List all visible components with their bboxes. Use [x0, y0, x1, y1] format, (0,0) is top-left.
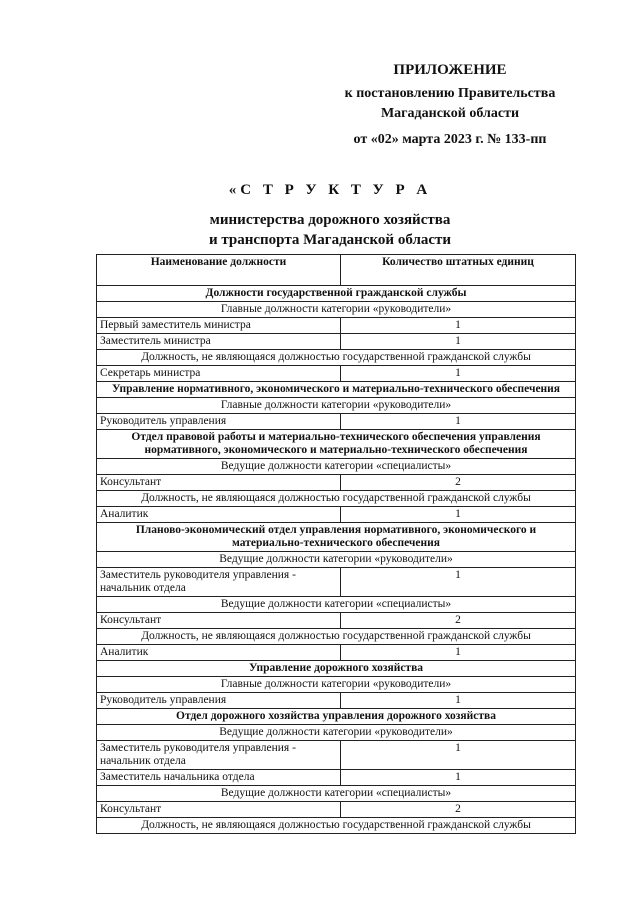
- position-name: Заместитель министра: [97, 334, 341, 350]
- category-title: Главные должности категории «руководители»: [97, 398, 576, 414]
- staff-count: 2: [341, 613, 576, 629]
- position-name: Аналитик: [97, 507, 341, 523]
- position-name: Консультант: [97, 475, 341, 491]
- category-title: Главные должности категории «руководители»: [97, 677, 576, 693]
- table-row: [97, 334, 576, 350]
- position-name: Аналитик: [97, 645, 341, 661]
- category-row: [97, 552, 576, 568]
- category-title: Должность, не являющаяся должностью государственной гражданской службы: [97, 491, 576, 507]
- category-row: [97, 786, 576, 802]
- section-title: Отдел правовой работы и материально-технического обеспечения управления нормативного, экономического и материально-технического обеспечения: [97, 430, 576, 459]
- category-row: [97, 677, 576, 693]
- table-row: [97, 645, 576, 661]
- table-row: [97, 693, 576, 709]
- position-name: Консультант: [97, 613, 341, 629]
- table-row: [97, 613, 576, 629]
- category-row: [97, 398, 576, 414]
- table-row: [97, 414, 576, 430]
- staff-count: 1: [341, 645, 576, 661]
- staff-table: [96, 254, 576, 834]
- category-row: [97, 302, 576, 318]
- section-title: Планово-экономический отдел управления нормативного, экономического и материально-технического обеспечения: [97, 523, 576, 552]
- position-name: Первый заместитель министра: [97, 318, 341, 334]
- staff-count: 1: [341, 568, 576, 597]
- appendix-line-2: Магаданской области: [380, 106, 520, 121]
- table-row: [97, 366, 576, 382]
- category-title: Должность, не являющаяся должностью государственной гражданской службы: [97, 629, 576, 645]
- position-name: Заместитель руководителя управления - начальник отдела: [97, 741, 341, 770]
- staff-count: 1: [341, 334, 576, 350]
- structure-title: «С Т Р У К Т У Р А: [228, 182, 432, 198]
- structure-subtitle-1: министерства дорожного хозяйства: [209, 212, 451, 228]
- table-row: [97, 568, 576, 597]
- category-title: Ведущие должности категории «руководители»: [97, 725, 576, 741]
- position-name: Руководитель управления: [97, 414, 341, 430]
- position-name: Руководитель управления: [97, 693, 341, 709]
- category-row: [97, 629, 576, 645]
- category-title: Главные должности категории «руководители»: [97, 302, 576, 318]
- staff-count: 1: [341, 366, 576, 382]
- table-row: [97, 318, 576, 334]
- header-staff-count: Количество штатных единиц: [341, 255, 576, 286]
- position-name: Заместитель руководителя управления - начальник отдела: [97, 568, 341, 597]
- table-row: [97, 802, 576, 818]
- category-title: Должность, не являющаяся должностью государственной гражданской службы: [97, 818, 576, 834]
- appendix-heading: ПРИЛОЖЕНИЕ: [393, 62, 507, 78]
- table-row: [97, 741, 576, 770]
- section-title: Управление дорожного хозяйства: [97, 661, 576, 677]
- appendix-block: [300, 60, 600, 150]
- appendix-date-number: от «02» марта 2023 г. № 133-пп: [353, 132, 547, 147]
- category-row: [97, 459, 576, 475]
- category-title: Ведущие должности категории «специалисты»: [97, 786, 576, 802]
- table-row: [97, 770, 576, 786]
- section-row: [97, 709, 576, 725]
- position-name: Заместитель начальника отдела: [97, 770, 341, 786]
- structure-subtitle-2: и транспорта Магаданской области: [208, 232, 452, 248]
- section-title: Управление нормативного, экономического и материально-технического обеспечения: [97, 382, 576, 398]
- category-title: Ведущие должности категории «специалисты»: [97, 597, 576, 613]
- section-row: [97, 523, 576, 552]
- staff-count: 1: [341, 414, 576, 430]
- staff-count: 1: [341, 318, 576, 334]
- structure-heading: [160, 180, 500, 250]
- position-name: Секретарь министра: [97, 366, 341, 382]
- staff-count: 2: [341, 802, 576, 818]
- category-title: Ведущие должности категории «специалисты»: [97, 459, 576, 475]
- section-title: Отдел дорожного хозяйства управления дорожного хозяйства: [97, 709, 576, 725]
- category-row: [97, 350, 576, 366]
- table-row: [97, 507, 576, 523]
- staff-count: 1: [341, 507, 576, 523]
- header-position-name: Наименование должности: [97, 255, 341, 286]
- section-title: Должности государственной гражданской службы: [97, 286, 576, 302]
- category-row: [97, 818, 576, 834]
- category-title: Должность, не являющаяся должностью государственной гражданской службы: [97, 350, 576, 366]
- staff-count: 1: [341, 741, 576, 770]
- staff-count: 1: [341, 770, 576, 786]
- appendix-line-1: к постановлению Правительства: [344, 86, 556, 101]
- section-row: [97, 286, 576, 302]
- section-row: [97, 430, 576, 459]
- section-row: [97, 382, 576, 398]
- category-title: Ведущие должности категории «руководители»: [97, 552, 576, 568]
- category-row: [97, 597, 576, 613]
- staff-count: 1: [341, 693, 576, 709]
- category-row: [97, 491, 576, 507]
- position-name: Консультант: [97, 802, 341, 818]
- category-row: [97, 725, 576, 741]
- staff-count: 2: [341, 475, 576, 491]
- table-header-row: [97, 255, 576, 286]
- table-row: [97, 475, 576, 491]
- section-row: [97, 661, 576, 677]
